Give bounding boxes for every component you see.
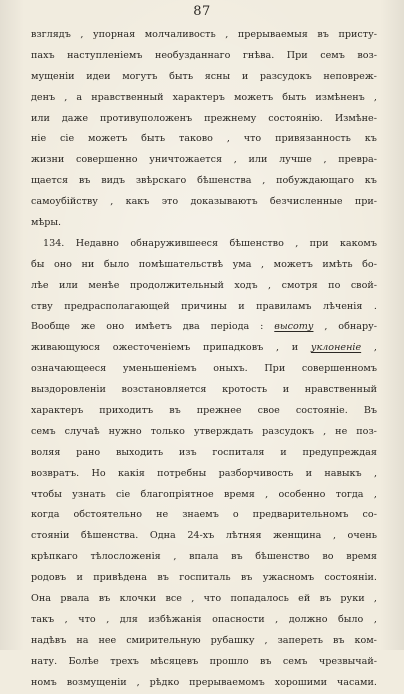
word: нравственный — [304, 384, 377, 396]
word: даже — [61, 112, 89, 124]
word: а — [76, 91, 83, 103]
word: свое — [257, 405, 280, 417]
word: , — [262, 175, 266, 187]
word: что — [203, 593, 222, 605]
word: родовъ — [31, 572, 67, 584]
word: навыкъ — [324, 467, 362, 479]
word: бѣшенство — [255, 551, 310, 563]
word: совершенномъ — [301, 363, 377, 375]
word: побуждающаго — [276, 175, 354, 187]
text-line — [31, 67, 377, 88]
word: обнаружившееся — [130, 237, 219, 249]
text-line — [31, 443, 377, 464]
word: идеи — [86, 70, 111, 82]
word: или — [31, 112, 50, 124]
word: трехъ — [110, 655, 139, 667]
word: , — [136, 676, 140, 688]
word: періода — [210, 321, 250, 333]
word: могутъ — [122, 70, 158, 82]
text-line — [31, 380, 377, 401]
word: какія — [117, 467, 145, 479]
word: , — [268, 279, 272, 291]
word: лѣченія — [322, 300, 363, 312]
word: доказываютъ — [190, 196, 258, 208]
word: семъ — [282, 655, 308, 667]
word: оныхъ. — [213, 363, 248, 375]
word: Измѣне- — [334, 112, 377, 124]
word: клочки — [119, 593, 157, 605]
text-line — [31, 46, 377, 67]
word: прерываемомъ — [189, 676, 265, 688]
word: со- — [362, 509, 377, 521]
word: Одна — [149, 530, 176, 542]
word: время — [346, 551, 377, 563]
word: Вообще — [31, 321, 70, 333]
word: утверждать — [193, 425, 254, 437]
word: прошло — [209, 655, 249, 667]
word: состояніи. — [324, 572, 377, 584]
word: мущеніи — [31, 70, 75, 82]
word: ума — [232, 258, 252, 270]
word: семъ — [320, 49, 345, 61]
word: въ — [317, 29, 329, 40]
word: обнару- — [338, 321, 377, 333]
word: Въ — [363, 405, 377, 417]
word: , — [324, 321, 328, 333]
word: такъ — [31, 613, 55, 625]
word: Болѣе — [68, 655, 99, 667]
word: взглядъ — [31, 29, 71, 40]
word: госпиталя — [212, 446, 265, 458]
word: быть — [141, 133, 166, 145]
word: , — [323, 425, 327, 437]
word: и — [282, 384, 290, 396]
word: можетъ — [273, 258, 313, 270]
text-line — [31, 401, 377, 422]
word: узнать — [72, 488, 106, 500]
word: помѣшательствѣ — [138, 258, 224, 270]
word: , — [106, 613, 110, 625]
word: бѣшенства. — [80, 530, 139, 542]
word: въ — [319, 593, 332, 605]
word: должно — [288, 613, 328, 625]
word: правиламъ — [256, 300, 312, 312]
word: бѣшенство — [229, 237, 284, 249]
word: въ — [157, 572, 169, 584]
word: припадковъ — [202, 342, 264, 354]
word: , — [373, 488, 377, 500]
word: быть — [169, 70, 194, 82]
word: щается — [31, 175, 69, 187]
word: рано — [76, 446, 101, 458]
word: , — [173, 551, 177, 563]
word: хорошими — [274, 676, 327, 688]
word: же — [80, 321, 96, 333]
word: сіе — [116, 488, 131, 500]
word: рѣдко — [149, 676, 180, 688]
word: было — [103, 258, 130, 270]
word: или — [59, 279, 78, 291]
word: уменьшеніемъ — [122, 363, 197, 375]
word: предварительномъ — [252, 509, 349, 521]
text-line — [31, 150, 377, 171]
word: запереть — [277, 634, 323, 646]
word: время — [224, 488, 255, 500]
word: измѣненъ — [315, 91, 365, 103]
word: звѣрскаго — [135, 175, 187, 187]
word: , — [373, 593, 377, 605]
word: смирительную — [126, 634, 201, 646]
word: сіе — [60, 133, 75, 145]
word: тѣлосложенія — [90, 551, 161, 563]
word: все — [165, 593, 182, 605]
word: было — [338, 613, 364, 625]
word: молчаливость — [144, 29, 216, 40]
word: ей — [298, 593, 311, 605]
word: о — [232, 509, 239, 521]
word: при- — [354, 196, 377, 208]
word: При — [264, 363, 286, 375]
word: привязанность — [275, 133, 351, 145]
word: какомъ — [339, 237, 377, 249]
word: имѣть — [322, 258, 353, 270]
word: въ — [98, 593, 111, 605]
word: по — [328, 279, 341, 291]
word: предупреждая — [302, 446, 377, 458]
word: крѣпкаго — [31, 551, 78, 563]
word: прежнее — [196, 405, 242, 417]
word: , — [373, 91, 377, 103]
word: При — [286, 49, 308, 61]
word: необузданнаго — [154, 49, 231, 61]
word: въ — [78, 175, 91, 187]
word: свой- — [350, 279, 377, 291]
word: уничтожается — [149, 154, 223, 166]
word: , — [191, 593, 195, 605]
word: бы — [31, 258, 45, 270]
word: Она — [31, 593, 51, 605]
word: попадалось — [230, 593, 289, 605]
text-line — [31, 88, 377, 109]
text-line — [31, 505, 377, 526]
word: номъ — [31, 676, 57, 688]
word: чтобы — [31, 488, 62, 500]
word: какъ — [125, 196, 150, 208]
word: случаѣ — [64, 425, 100, 437]
word: къ — [364, 133, 377, 145]
word: , — [225, 29, 229, 40]
word: лѣе — [31, 279, 49, 291]
word: не — [335, 425, 348, 437]
word: что — [243, 133, 262, 145]
word: въ — [260, 655, 272, 667]
word: обстоятельно — [73, 509, 143, 521]
word: когда — [31, 509, 60, 521]
text-line — [31, 526, 377, 547]
text-line — [31, 276, 377, 297]
word: характеръ — [172, 91, 225, 103]
word: совершенно — [75, 154, 138, 166]
word: , — [80, 29, 84, 40]
word: въ — [240, 572, 253, 584]
word: что — [78, 613, 96, 625]
word: состоянію. — [268, 112, 323, 124]
word: гнѣва. — [242, 49, 275, 61]
text-line — [31, 234, 377, 255]
word: видъ — [101, 175, 126, 187]
text-line — [31, 673, 377, 694]
word: состояніе. — [295, 405, 348, 417]
word: , — [64, 613, 68, 625]
word: мѣсяцевъ — [150, 655, 199, 667]
word: , — [332, 530, 336, 542]
word: смотря — [281, 279, 318, 291]
word: мѣры. — [31, 217, 62, 229]
word: нее — [98, 634, 117, 646]
text-line — [31, 547, 377, 568]
word: лѣтняя — [225, 530, 262, 542]
word: поз- — [356, 425, 377, 437]
word: лучше — [279, 154, 312, 166]
word: можетъ — [88, 133, 128, 145]
emphasized-word: уклоненіе — [310, 342, 362, 354]
word: имѣетъ — [135, 321, 172, 333]
word: , — [275, 342, 280, 354]
word: и — [76, 572, 83, 584]
word: не — [156, 509, 169, 521]
word: руки — [340, 593, 365, 605]
word: и — [280, 446, 287, 458]
word: стояніи — [31, 530, 70, 542]
word: денъ — [31, 91, 56, 103]
word: менѣе — [88, 279, 120, 291]
word: прежнему — [204, 112, 257, 124]
word: и — [291, 342, 299, 354]
text-line — [31, 213, 377, 234]
word: можетъ — [233, 91, 274, 103]
word: разсудокъ — [259, 70, 312, 82]
word: нравственный — [91, 91, 164, 103]
word: , — [373, 613, 377, 625]
word: наступленіемъ — [67, 49, 143, 61]
word: опасности — [212, 613, 265, 625]
body-text — [31, 25, 377, 694]
word: живающуюся — [31, 342, 101, 354]
text-line — [31, 109, 377, 130]
word: только — [150, 425, 185, 437]
word: ни — [81, 258, 95, 270]
word: таково — [178, 133, 213, 145]
word: , — [265, 488, 269, 500]
word: , — [373, 342, 377, 354]
word: пахъ — [31, 49, 55, 61]
word: безчисленные — [269, 196, 343, 208]
text-line — [31, 485, 377, 506]
word: семъ — [31, 425, 56, 437]
word: неповреж- — [323, 70, 377, 82]
text-line — [31, 610, 377, 631]
word: впала — [189, 551, 219, 563]
word: оно — [54, 258, 72, 270]
word: , — [295, 237, 299, 249]
word: присту- — [338, 29, 377, 40]
word: госпиталь — [179, 572, 231, 584]
word: воз- — [357, 49, 377, 61]
word: быть — [282, 91, 307, 103]
text-line — [31, 589, 377, 610]
word: рубашку — [210, 634, 255, 646]
word: , — [110, 196, 114, 208]
word: и — [238, 300, 245, 312]
word: избѣжанія — [148, 613, 202, 625]
word: тогда — [335, 488, 364, 500]
word: бо- — [362, 258, 377, 270]
word: ніе — [31, 133, 47, 145]
text-line — [31, 568, 377, 589]
word: во — [322, 551, 334, 563]
word: Недавно — [75, 237, 119, 249]
word: воляя — [31, 446, 61, 458]
word: на — [76, 634, 89, 646]
word: для — [119, 613, 138, 625]
text-line — [31, 338, 377, 359]
word: оно — [106, 321, 125, 333]
word: привѣдена — [93, 572, 148, 584]
word: возвратъ. — [31, 467, 80, 479]
word: , — [373, 467, 377, 479]
text-line — [31, 129, 377, 150]
word: означающееся — [31, 363, 107, 375]
text-line — [31, 25, 377, 46]
word: благопріятное — [140, 488, 214, 500]
word: ком- — [354, 634, 377, 646]
word: возмущеніи — [66, 676, 127, 688]
text-line — [31, 422, 377, 443]
word: два — [182, 321, 200, 333]
word: прерываемыя — [237, 29, 308, 40]
word: Но — [91, 467, 106, 479]
word: часами. — [336, 676, 377, 688]
word: разборчивость — [218, 467, 294, 479]
word: упорная — [93, 29, 136, 40]
word: . — [373, 300, 377, 312]
word: , — [233, 154, 237, 166]
word: приходитъ — [99, 405, 154, 417]
text-line — [31, 464, 377, 485]
word: ству — [31, 300, 53, 312]
word: чрезвычай- — [318, 655, 377, 667]
word: возстановляется — [121, 384, 207, 396]
word: характеръ — [31, 405, 84, 417]
word: рвала — [60, 593, 90, 605]
word: кротость — [222, 384, 268, 396]
word: изъ — [178, 446, 197, 458]
word: , — [275, 613, 279, 625]
word: и — [241, 70, 249, 82]
word: женщина — [273, 530, 322, 542]
word: ходъ — [234, 279, 258, 291]
text-line — [31, 171, 377, 192]
word: продолжительный — [129, 279, 224, 291]
word: надѣвъ — [31, 634, 67, 646]
word: въ — [332, 634, 345, 646]
word: бѣшенства — [197, 175, 252, 187]
text-line — [31, 631, 377, 652]
word: при — [309, 237, 329, 249]
word: очень — [347, 530, 377, 542]
text-line — [31, 255, 377, 276]
word: 24-хъ — [187, 530, 215, 542]
word: разсудокъ — [262, 425, 315, 437]
word: или — [248, 154, 268, 166]
text-line — [31, 297, 377, 318]
word: предрасполагающей — [64, 300, 170, 312]
page-number: 87 — [193, 4, 211, 19]
word: и — [305, 467, 312, 479]
word: превра- — [338, 154, 377, 166]
word: , — [323, 154, 327, 166]
word: , — [264, 634, 268, 646]
text-line — [31, 359, 377, 380]
text-line — [31, 317, 377, 338]
word: , — [64, 91, 68, 103]
word: причины — [181, 300, 227, 312]
word: нату. — [31, 655, 58, 667]
word: противуположенъ — [100, 112, 193, 124]
word: выздоровленіи — [31, 384, 106, 396]
word: потребны — [157, 467, 207, 479]
word: это — [161, 196, 179, 208]
text-line — [31, 192, 377, 213]
word: самоубійству — [31, 196, 98, 208]
word: , — [226, 133, 230, 145]
word: выходить — [115, 446, 164, 458]
word: ясны — [204, 70, 231, 82]
emphasized-word: высоту — [274, 321, 314, 333]
word: въ — [231, 551, 243, 563]
text-line — [31, 652, 377, 673]
word: : — [260, 321, 264, 333]
word: къ — [364, 175, 377, 187]
word: нужно — [108, 425, 142, 437]
word: ужасномъ — [262, 572, 315, 584]
word: ожесточеніемъ — [112, 342, 191, 354]
word: 134. — [43, 237, 65, 249]
word: знаемъ — [182, 509, 219, 521]
word: , — [261, 258, 265, 270]
word: въ — [169, 405, 181, 417]
word: жизни — [31, 154, 65, 166]
word: особенно — [278, 488, 326, 500]
